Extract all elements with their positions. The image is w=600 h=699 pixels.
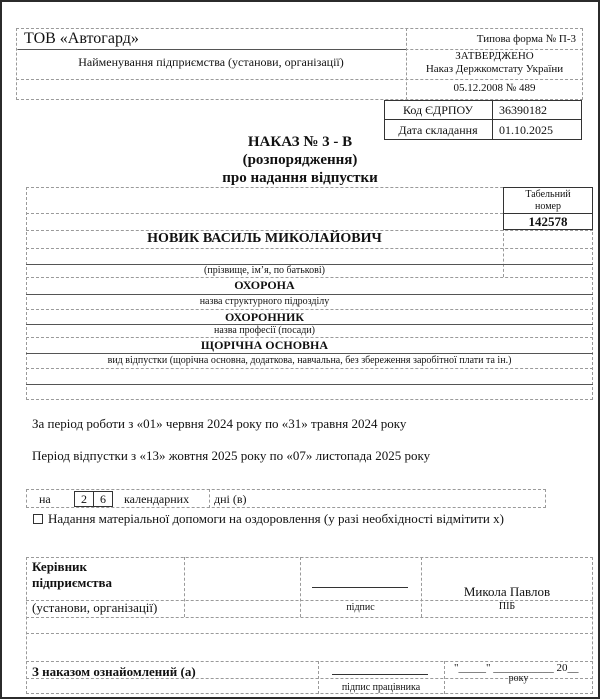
order-subtitle: (розпорядження) [242,152,358,168]
codes-row-line [384,119,582,120]
approval-block [406,50,583,76]
row-line [26,617,593,618]
work-period: За період роботи з «01» червня 2024 року по «31» травня 2024 року [32,416,407,431]
acknowledged-label: З наказом ознайомлений (а) [32,664,196,679]
approved-by: Наказ Держкомстату України [425,63,564,75]
duration-prefix: на [39,492,51,506]
employee-name: НОВИК ВАСИЛЬ МИКОЛАЙОВИЧ [147,231,382,246]
head-signature-caption: підпис [346,602,375,613]
leave-order-form [2,2,598,697]
acknowledged-date-line[interactable]: "_____" ___________ 20__ [454,662,579,674]
aid-checkbox[interactable] [33,514,43,524]
head-signature-line[interactable] [312,587,408,588]
duration-suffix: дні (в) [214,492,247,506]
leave-type-caption: вид відпустки (щорічна основна, додаткова, навчальна, без збереження заробітної плати та ін.) [107,355,512,366]
row-line [26,368,593,369]
leave-period: Період відпустки з «13» жовтня 2025 року по «07» листопада 2025 року [32,448,431,463]
sig-col-line [184,557,185,617]
tab-number-header [503,189,593,213]
tab-number-label-2: номер [535,201,561,212]
row-line [26,633,593,634]
duration-unit: календарних [124,492,190,506]
department-caption: назва структурного підрозділу [199,296,330,307]
header-row-line [16,79,583,80]
edrpou-value: 36390182 [499,103,547,117]
employee-name-caption: (прізвище, ім’я, по батькові) [204,265,325,276]
blank-underline [26,384,593,385]
order-title [2,133,598,187]
company-underline [18,49,406,50]
approved-label: ЗАТВЕРДЖЕНО [455,50,534,62]
approved-date: 05.12.2008 № 489 [453,82,536,94]
department-value: ОХОРОНА [234,278,295,292]
duration-digit-1[interactable]: 2 [74,491,94,507]
position-caption: назва професії (посади) [214,325,315,336]
company-name: ТОВ «Автогард» [24,30,139,47]
tab-number-value: 142578 [528,214,568,229]
company-caption: Найменування підприємства (установи, організації) [78,55,344,69]
position-value: ОХОРОННИК [224,310,305,324]
leave-type-value: ЩОРІЧНА ОСНОВНА [200,338,329,352]
order-number: НАКАЗ № 3 - В [247,134,353,150]
employee-signature-line[interactable] [332,674,428,675]
head-name: Микола Павлов [463,584,551,599]
head-name-caption: ПІБ [498,601,516,612]
leave-type-underline [26,353,593,354]
order-subject: про надання відпустки [222,170,378,186]
date-label: Дата складання [398,123,478,137]
form-type: Типова форма № П-3 [476,33,576,45]
duration-col-line [209,489,210,508]
row-line [26,213,503,214]
acknowledged-date-caption: року [508,673,529,684]
row-line [26,248,593,249]
head-label-3: (установи, організації) [32,600,158,615]
tab-number-label-1: Табельний [525,189,571,200]
head-label-1: Керівник [32,559,88,574]
head-label-2: підприємства [32,575,113,590]
department-underline [26,294,593,295]
duration-digit-2[interactable]: 6 [93,491,113,507]
employee-signature-caption: підпис працівника [341,682,421,693]
edrpou-label: Код ЄДРПОУ [402,103,474,117]
aid-label: Надання матеріальної допомоги на оздоровлення (у разі необхідності відмітити х) [48,511,504,526]
date-value: 01.10.2025 [499,123,553,137]
head-label [32,559,112,591]
